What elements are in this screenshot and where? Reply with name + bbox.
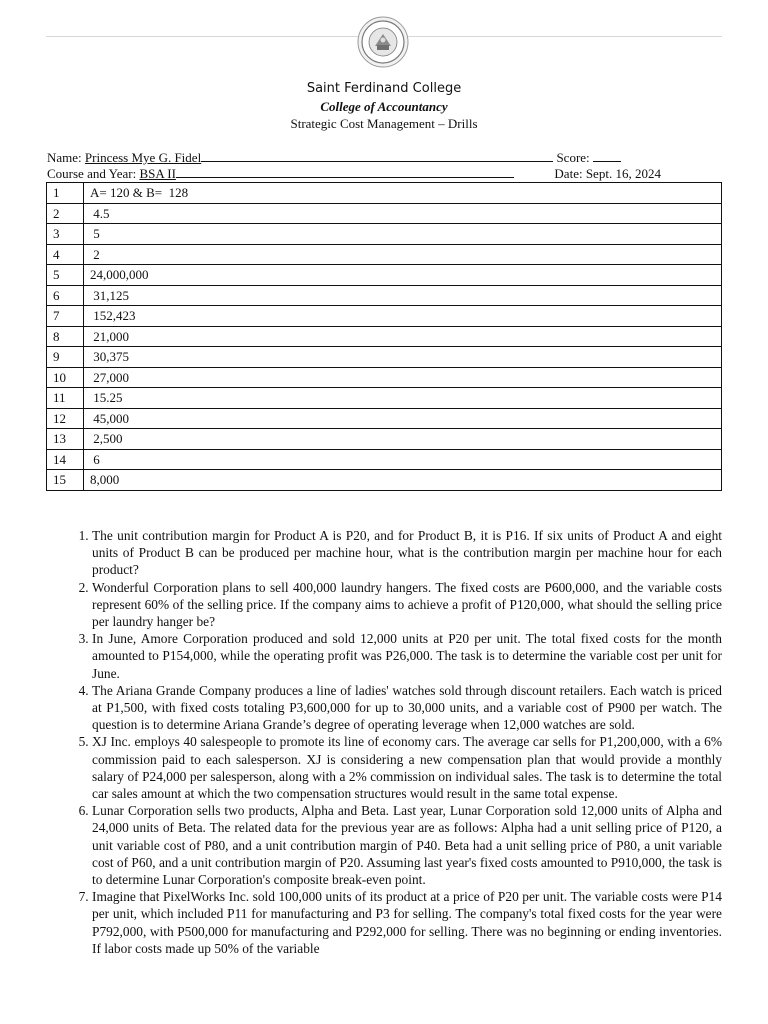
answer-value: 2: [84, 244, 722, 265]
college-name: Saint Ferdinand College: [306, 81, 462, 96]
name-row: [47, 150, 621, 166]
answer-value: A= 120 & B= 128: [84, 183, 722, 204]
answer-number: 10: [47, 367, 84, 388]
answer-value: 8,000: [84, 470, 722, 491]
score-underline: [593, 160, 621, 162]
answer-number: 13: [47, 429, 84, 450]
question-item: 1. The unit contribution margin for Product A is P20, and for Product B, it is P16. If six units of Product A and eight units of Product B can be produced per machine hour, what is the contribution margin per machine hour for each product?: [92, 527, 722, 579]
answer-table: [46, 182, 722, 491]
answer-number: 12: [47, 408, 84, 429]
answer-value: 5: [84, 224, 722, 245]
table-row: [47, 388, 722, 409]
answer-value: 24,000,000: [84, 265, 722, 286]
answer-number: 2: [47, 203, 84, 224]
answer-value: 31,125: [84, 285, 722, 306]
course-label: Course and Year:: [47, 166, 137, 181]
table-row: [47, 244, 722, 265]
answer-value: 27,000: [84, 367, 722, 388]
question-item: 5. XJ Inc. employs 40 salespeople to promote its line of economy cars. The average car sells for P1,200,000, with a 6% commission paid to each salesperson. XJ is considering a new compensation plan that would provide a monthly salary of P24,000 per salesperson, along with a 2% commission on individual sales. The task is to determine the total car sales amount at which the two compensation structures would result in the same total expense.: [92, 733, 722, 802]
score-label: Score:: [556, 150, 590, 165]
answer-number: 8: [47, 326, 84, 347]
answer-number: 6: [47, 285, 84, 306]
course-title: Strategic Cost Management – Drills: [290, 116, 478, 131]
course-underline: [176, 176, 514, 178]
answer-value: 4.5: [84, 203, 722, 224]
table-row: [47, 203, 722, 224]
date-label: Date:: [554, 166, 583, 181]
course-row: [47, 166, 661, 182]
answer-number: 5: [47, 265, 84, 286]
name-label: Name:: [47, 150, 82, 165]
question-item: 7. Imagine that PixelWorks Inc. sold 100,000 units of its product at a price of P20 per unit. The variable costs were P14 per unit, which included P11 for manufacturing and P3 for selling. The company's total fixed costs for the year were P792,000, with P500,000 for manufacturing and P292,000 for selling. There was no beginning or ending inventories. If labor costs made up 50% of the variable: [92, 888, 722, 957]
question-item: 2. Wonderful Corporation plans to sell 400,000 laundry hangers. The fixed costs are P600,000, and the variable costs represent 60% of the selling price. If the company aims to achieve a profit of P120,000, what should the selling price per laundry hanger be?: [92, 579, 722, 631]
table-row: [47, 326, 722, 347]
answer-number: 15: [47, 470, 84, 491]
table-row: [47, 408, 722, 429]
table-row: [47, 285, 722, 306]
question-item: 4. The Ariana Grande Company produces a line of ladies' watches sold through discount retailers. Each watch is priced at P1,500, with fixed costs totaling P3,600,000 for up to 30,000 units, and a variable cost of P900 per watch. The question is to determine Ariana Grande’s degree of operating leverage when 12,000 watches are sold.: [92, 682, 722, 734]
college-seal-icon: [357, 16, 409, 68]
table-row: [47, 306, 722, 327]
name-underline: [201, 160, 553, 162]
question-item: 6. Lunar Corporation sells two products, Alpha and Beta. Last year, Lunar Corporation sold 12,000 units of Alpha and 24,000 units of Beta. The related data for the previous year are as follows: Alpha had a unit selling price of P120, a unit variable cost of P80, and a unit contribution margin of P40. Beta had a unit selling price of P80, a unit variable cost of P60, and a unit contribution margin of P20. Assuming last year's fixed costs amounted to P910,000, the task is to determine Lunar Corporation's composite break-even point.: [92, 802, 722, 888]
question-item: 3. In June, Amore Corporation produced and sold 12,000 units at P20 per unit. The total fixed costs for the month amounted to P154,000, while the operating profit was P26,000. The task is to determine the variable cost per unit for June.: [92, 630, 722, 682]
course-value: BSA II: [139, 166, 176, 181]
answer-value: 2,500: [84, 429, 722, 450]
answer-value: 6: [84, 449, 722, 470]
answer-number: 11: [47, 388, 84, 409]
department-name: College of Accountancy: [320, 99, 448, 114]
table-row: [47, 347, 722, 368]
table-row: [47, 224, 722, 245]
answer-number: 14: [47, 449, 84, 470]
date-value: Sept. 16, 2024: [585, 166, 661, 181]
answer-number: 1: [47, 183, 84, 204]
answer-value: 152,423: [84, 306, 722, 327]
question-list: [66, 527, 722, 957]
table-row: [47, 183, 722, 204]
answer-number: 7: [47, 306, 84, 327]
name-value: Princess Mye G. Fidel: [84, 150, 202, 165]
answer-number: 4: [47, 244, 84, 265]
answer-value: 45,000: [84, 408, 722, 429]
answer-value: 15.25: [84, 388, 722, 409]
answer-value: 30,375: [84, 347, 722, 368]
table-row: [47, 429, 722, 450]
answer-value: 21,000: [84, 326, 722, 347]
table-row: [47, 449, 722, 470]
table-row: [47, 470, 722, 491]
table-row: [47, 367, 722, 388]
answer-number: 3: [47, 224, 84, 245]
answer-number: 9: [47, 347, 84, 368]
table-row: [47, 265, 722, 286]
